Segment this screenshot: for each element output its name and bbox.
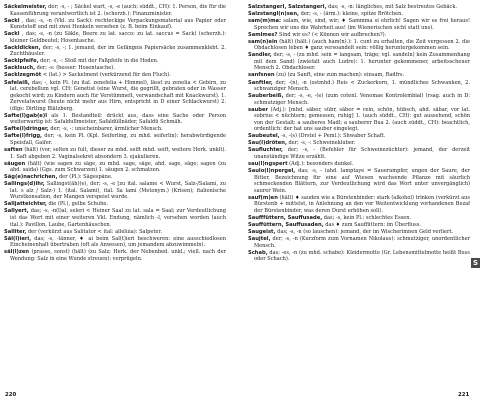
- entry-headword: Sackldicken,: [4, 44, 41, 51]
- entry-definition: der; -s, - (Befehler für Schweinezüchter): jemand, der derzeit unanständige Witze erzählt.: [254, 147, 470, 161]
- dictionary-entry: [4, 229, 226, 236]
- entry-headword: Saujtel,: [248, 236, 271, 243]
- entry-headword: säugen: [4, 160, 26, 167]
- entry-headword: Safte(l)gab(e)l: [4, 112, 47, 119]
- entry-headword: säl(l)zen: [4, 249, 30, 256]
- dictionary-entry: [248, 161, 470, 168]
- dictionary-entry: [248, 11, 470, 18]
- entry-headword: Saufluchter,: [248, 147, 283, 154]
- entry-definition: (prasse, sonst) (hält) (zu Salz; Herk. der Nebenbed. unkl.; viell. nach der Wendung: Salz in eine Wunde streuen): verprügeln.: [10, 249, 226, 262]
- entry-definition: der; -s, - (ärm.): kleine, spitze Brötchen.: [299, 11, 403, 18]
- dictionary-entry: [248, 140, 470, 147]
- entry-headword: Saubeutel,: [248, 133, 280, 140]
- dictionary-entry: [4, 174, 226, 181]
- entry-definition: der; -s, -: Schweinekluber.: [286, 140, 356, 147]
- entry-definition: das; -s, -länner, ♦ ai beim Sal(t)ieri beschweren: eine ausschiedlosen Eincheinenhalt übertraben (oft als Anwesen), um jemandem abzuwimmeln).: [10, 235, 226, 249]
- entry-headword: Sacklpfeife,: [4, 58, 39, 65]
- page-number-left: 220: [5, 392, 17, 398]
- entry-definition: der; -s, -e, -(e) (zum cotenl. Venomae Kontrolembial) (rsag. auch in D: schmutziger Mensch.: [254, 93, 470, 106]
- entry-definition: das; -s, kein Pl.: schlechtes Essen.: [322, 214, 412, 221]
- dictionary-entry: [4, 161, 226, 174]
- entry-headword: Schab,: [248, 249, 268, 256]
- entry-headword: Saulo(l)npergel,: [248, 168, 296, 175]
- dictionary-entry: [248, 236, 470, 249]
- entry-definition: das; -s, -n(l)al, seleri < Heiner Saal zu lat. sala = Saal; zur Verdeutlichung ist das Wort mit einer weiteren Vkl. Endung, nämlich -l, versehen worden (auch ital.): Pavillon, Laube, Gartenhäuschen.: [10, 208, 226, 228]
- dictionary-entry: [4, 72, 226, 79]
- entry-headword: sam(n)ein: [248, 38, 278, 45]
- entry-headword: Sau(l)dröten,: [248, 140, 287, 147]
- entry-definition: (Adj.): besonders dunkel.: [287, 161, 354, 168]
- dictionary-entry: [248, 18, 470, 31]
- dictionary-entry: [248, 32, 470, 39]
- entry-headword: Sacklzegmöt: [4, 72, 42, 79]
- entry-definition: (hält) (wie sagen zu säge, zu mhd. sage, säge, ahd. sage, säge; sagen (zu ahd. saida) (Ggs. zum Schwarzen) 1. säugen 2. schmatzen.: [10, 160, 226, 174]
- entry-headword: sanfsnen: [248, 72, 275, 79]
- entry-definition: , das; -s, -n (zu Säkle, Beere zu lat. sacco: zu lat. saccus = Sack) (scherzh.): kleiner Geldbeutel; Hosentasche.: [10, 31, 226, 44]
- entry-definition: das; -s, -n (so lauschen): jemand, der im Wischerimnen Geld verliert.: [275, 229, 454, 236]
- left-column: [4, 4, 226, 382]
- entry-definition: < (lat.) > Sackelment (verkürzend für den Fluch).: [41, 72, 171, 79]
- entry-headword: Saufffüttern, Sauffusade,: [248, 214, 323, 221]
- entry-definition: das ♦ zum Sauffüttern: im Überfluss.: [323, 222, 421, 228]
- dictionary-entry: [4, 133, 226, 146]
- entry-definition: (Adj.): [mhd. säber, sübr, säber = rein, schön, hübsch, ahd. säbar, vor lat. sobrius < nüchtern; gemessen, ruhig] 1. (auch süddt., CH): gut aussehend, schön von der Gestalt: a sauberes Madl; a sauberer Bua 2. (auch süddt., CH): beachtlich, ordentlich: der hat uns sauber eingelegt.: [254, 106, 470, 133]
- entry-headword: Salljatteichter,: [4, 201, 47, 208]
- dictionary-entry: [4, 147, 226, 160]
- entry-definition: die (Pl.), gelbe Schuhe.: [46, 201, 108, 208]
- entry-headword: Saugeist,: [248, 229, 276, 236]
- dictionary-entry: [248, 52, 470, 72]
- entry-definition: salam, wie, sind, wir; ♦ Sammma si ehrlich! Sagen wir es frei heraus! Sprechen wir uns die Wahrheit aus! (im Wienerischen sicht statt uns).: [254, 18, 470, 31]
- entry-definition: der; -s, -: unscheinbarer, ärmlicher Mensch.: [48, 126, 163, 133]
- dictionary-entry: [4, 208, 226, 228]
- entry-headword: Salzstangl(n)sen,: [248, 11, 299, 18]
- entry-headword: saften: [4, 146, 23, 153]
- entry-headword: sau(l)ngspert: [248, 161, 288, 168]
- entry-headword: Salzstangerl, Salzstangerl,: [248, 4, 327, 10]
- entry-definition: der; -(n), -n (ostmhd.) Reis < Zuckerkorn, 1. mündliches Schwanken, 2. schwanziger Mensch.: [254, 79, 470, 93]
- dictionary-entry: [248, 147, 470, 160]
- entry-headword: Safte(l)dringer,: [4, 126, 49, 133]
- dictionary-entry: [4, 249, 226, 262]
- entry-definition: als 1. Bestandteil: drückt aus, dass eine Sache oder Person weiterwartig ist: Safaldullmeister, Safaldüllnäder, Safaldü Schmäh.: [10, 112, 226, 126]
- entry-headword: Safelaiß,: [4, 79, 30, 86]
- dictionary-entry: [4, 181, 226, 201]
- entry-definition: das; -, kein Pl. (zu ital. zenefelia + Himmel), lässt zu zenelia < Gebirn, zu lat. cerebellum vgl. CH: Genetist (eine Wurst, die gegrillt, gebraten oder in Wasser gekocht wird; zu Kindern auch für Verstümmelt, verwandschaft mit Knackwurst). 1. Zervelatwurst (heute nicht mehr aus Hirn, entspricht in D einer Schlackwurst) 2. (dlgs: Dirtling Blätzberg.: [10, 79, 226, 112]
- entry-definition: der (Pl.): Sägespäne.: [57, 174, 113, 181]
- entry-definition: der; -s: (besser: Hosentasche).: [35, 65, 115, 72]
- entry-headword: sauf(m)en: [248, 194, 278, 201]
- entry-headword: Sauberbeiß,: [248, 93, 284, 100]
- dictionary-entry: [4, 4, 226, 17]
- entry-definition: -s, -(s) (Drstel + Peml.): Shwaber Schaft.: [279, 133, 386, 140]
- dictionary-entry: [4, 18, 226, 31]
- dictionary-entry: [248, 195, 470, 215]
- entry-headword: Säckelmeister,: [4, 4, 47, 10]
- entry-definition: der; -s, -; 1. jemand, der im Gefängnis Papiersäcke zusammenklebt. 2. Zuchthäusler.: [10, 44, 226, 58]
- dictionary-entry: [4, 236, 226, 249]
- entry-headword: Safte(l)frigg,: [4, 133, 43, 140]
- entry-headword: Sacklsuch,: [4, 65, 36, 72]
- entry-headword: Sallyert,: [4, 208, 29, 215]
- dictionary-entry: [248, 133, 470, 140]
- entry-definition: (hält) ♦ sauden wie a Bürstenbinder: stark (alkohol) trinken (verkürzt aus Bürstenb + mittelst, in Anlehnung an den vor Weitentwicklung vorhandenen Bezaf der Bürstenbinder, was deren Durst erhöhen soll).: [254, 194, 470, 214]
- entry-definition: (hält) (hält.) (auch ham(n).): 1. cunt zu erhalten, die Zeit vergessen 2. die Obdachlosen leben ♦ ganz versoandelt sein: völlig heruntergekommen sein.: [254, 38, 470, 52]
- dictionary-entry: [248, 222, 470, 229]
- dictionary-entry: [248, 93, 470, 106]
- dictionary-entry: [248, 107, 470, 133]
- dictionary-entry: [248, 168, 470, 194]
- entry-definition: der; -s, - (zu mhd. sein = langsam, träge; vgl. sandeln) kein Zusammenhang mit dem Sand) (zwiefalt auch Ludre): 1. herunter gekommener, arbeitsscheuer Mensch 2. Obdachloser.: [254, 52, 470, 72]
- dictionary-entry: [4, 80, 226, 113]
- entry-definition: das; -s, - (ahd. lamptaye = Sauerampfer, ungen der Saure, der Bitter, Bezeichnung für eine auf Wiesen wachsende Pflanze mit säurlich schmeckenden Blättern, zur Verdeutlichung wird das Wort unter unvergänglich) saurer Wein.: [254, 168, 470, 194]
- entry-headword: Sandler,: [248, 52, 272, 59]
- entry-definition: der; -s, -n (Kurzform zum Vornamen Nikolaus): schmutziger, unordentlicher Mensch.: [254, 236, 470, 249]
- dictionary-entry: [4, 126, 226, 133]
- dictionary-entry: [248, 250, 470, 263]
- right-column: [248, 4, 470, 382]
- entry-definition: das; -es, -n (zu mhd. schabe): Kleidermotte (Gr. Lebensmittelmotte heißt Buss oder Schach).: [254, 249, 470, 263]
- entry-definition: der; -s, kein Pl. (Kpl. Seiferling, zu mhd. seiferlin): herabwürdigende Speisfall, Gaifer.: [10, 133, 226, 146]
- dictionary-entry: [248, 4, 470, 11]
- entry-headword: Sallings(d)ihr,: [4, 181, 45, 188]
- entry-headword: Samlmes?: [248, 31, 278, 38]
- entry-definition: der; -s, - ; Säckel wart, -s, -e (auch: süddt., CH): 1. Person, die für die Kassenführung verantwortlich ist 2. (scherzh.): Finanzminister.: [10, 4, 226, 17]
- entry-headword: Sauffüttern, Sauffusaden,: [248, 222, 324, 228]
- entry-definition: der (verkürzt aus Salitator < ital: alleluia): Salpeter.: [26, 228, 162, 235]
- entry-definition: , das; -s, -n (Vkl. zu Sack): rechteckige Verpackungsmaterial aus Papier oder Kunststoff und mit zwei Henkeln versehen (z. B. beim Einkauf).: [10, 17, 226, 31]
- dictionary-entry: [4, 201, 226, 208]
- dictionary-entry: [4, 45, 226, 58]
- entry-headword: sauber: [248, 106, 269, 113]
- entry-headword: Säg(e)nachrichen,: [4, 174, 58, 181]
- dictionary-entry: [4, 58, 226, 65]
- entry-headword: Säl(l)ieri,: [4, 235, 32, 242]
- dictionary-entry: [4, 65, 226, 72]
- dictionary-entry: [248, 229, 470, 236]
- entry-definition: der; -s, -: Stoß mit der Faßpfeife in die Hoden.: [38, 58, 159, 65]
- dictionary-entry: [4, 113, 226, 126]
- dictionary-entry: [248, 72, 470, 79]
- entry-headword: sam(m)ma:: [248, 18, 282, 25]
- entry-definition: das; -s, -n: längliches, mit Salz bestreutes Gebäck.: [326, 4, 457, 10]
- entry-headword: Sackl: [4, 17, 20, 24]
- entry-definition: Sallingst(äh)(e), der; -s, -e [zu ital. salame < Wurst, Salz-/Salami, zu lat. s alz / Salz-) 1. (ital. Salami), ital. Sa lami (Metonym.) (Krisen); italienische Wurstkonsation, der Mangen verspeist wurde.: [10, 181, 226, 201]
- entry-definition: (zu) (zu Sanft, eine zum machen): einsam, Radfrs.: [274, 72, 405, 79]
- entry-definition: Sind wir es? (< Können wir aufbrechen?).: [277, 31, 387, 38]
- entry-definition: (hält) (vor, selten zu fult, dieser zu mhd. seift mhd. seift, weitere Herk. unklt). 1. Saft abgeben 2. Vaginalsekret absondern 3. ejakulieren.: [10, 146, 226, 160]
- entry-headword: Sanftler,: [248, 79, 273, 86]
- dictionary-entry: [4, 31, 226, 44]
- section-tab: S: [472, 259, 479, 267]
- dictionary-entry: [248, 80, 470, 93]
- dictionary-entry: [248, 215, 470, 222]
- entry-headword: Salliter,: [4, 228, 27, 235]
- page-number-right: 221: [458, 392, 470, 398]
- entry-headword: Sackl: [4, 31, 20, 38]
- dictionary-entry: [248, 39, 470, 52]
